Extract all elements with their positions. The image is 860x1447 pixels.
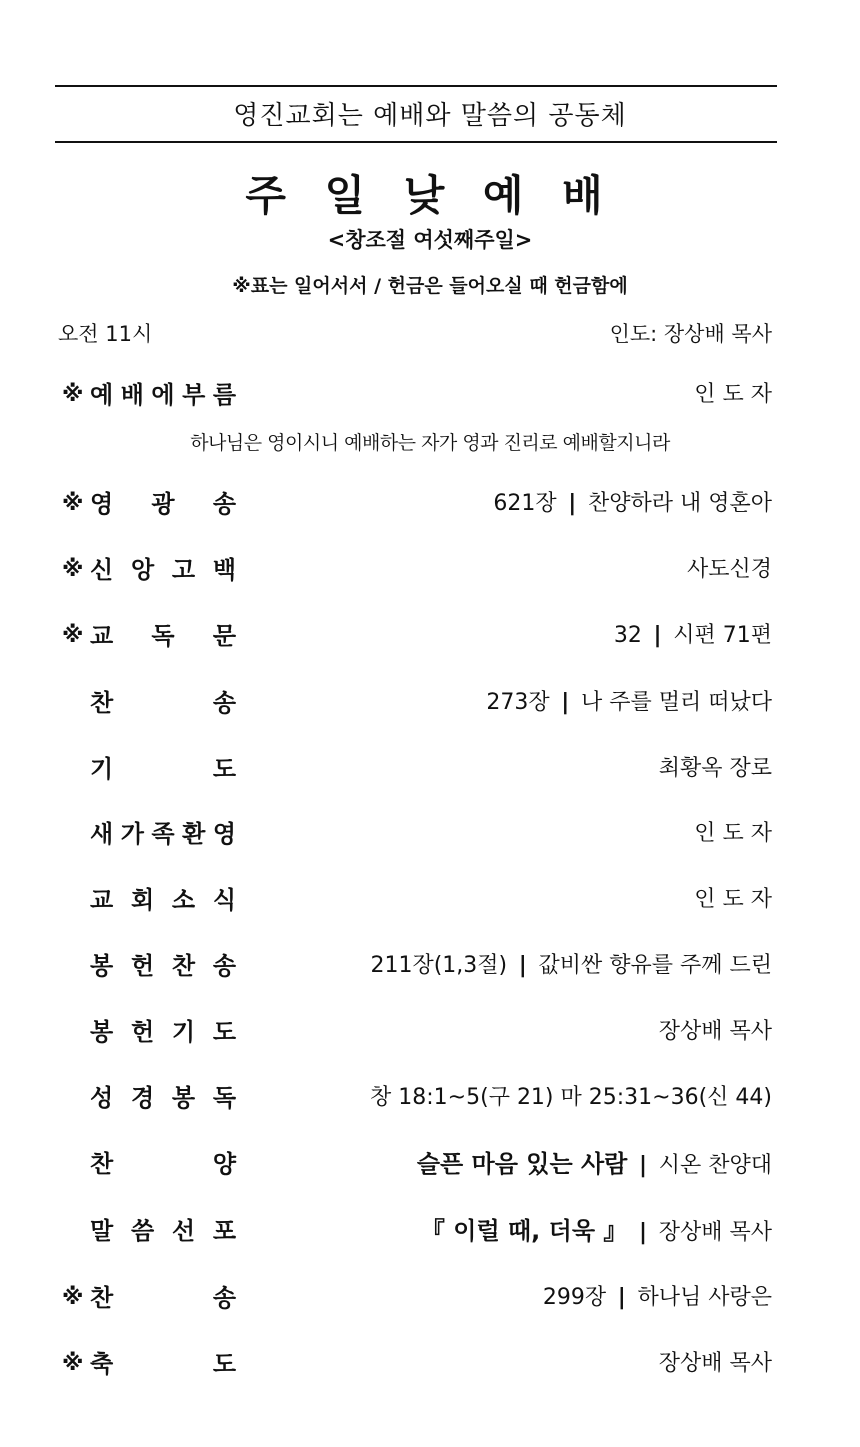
value-secondary: 값비싼 향유를 주께 드린 bbox=[538, 953, 772, 978]
order-item bbox=[0, 378, 860, 412]
order-item-value bbox=[493, 487, 772, 521]
order-item-label: 예 배 에 부 름 bbox=[90, 381, 236, 409]
value-primary: 621장 bbox=[493, 491, 557, 516]
standing-mark: ※ bbox=[62, 382, 84, 407]
order-item bbox=[0, 1147, 860, 1181]
service-subtitle: <창조절 여섯째주일> bbox=[327, 228, 533, 252]
value-primary: 273장 bbox=[486, 690, 550, 715]
value-separator: | bbox=[631, 1220, 655, 1245]
order-item-value: 인 도 자 bbox=[694, 887, 772, 912]
order-item-value bbox=[421, 1214, 772, 1250]
order-item-value: 장상배 목사 bbox=[658, 1019, 772, 1044]
order-item bbox=[0, 553, 860, 587]
order-item-value: 장상배 목사 bbox=[658, 1351, 772, 1376]
service-leader: 인도: 장상배 목사 bbox=[609, 322, 772, 346]
value-secondary: 나 주를 멀리 떠났다 bbox=[581, 690, 772, 715]
order-item-label: 기 도 bbox=[90, 755, 236, 783]
value-separator: | bbox=[610, 1285, 634, 1310]
order-item-label: 찬 양 bbox=[90, 1150, 236, 1178]
value-separator: | bbox=[645, 623, 670, 648]
church-motto: 영진교회는 예배와 말씀의 공동체 bbox=[233, 101, 627, 131]
order-item bbox=[0, 949, 860, 983]
order-item-value bbox=[370, 949, 772, 983]
order-item bbox=[0, 487, 860, 521]
value-secondary: 하나님 사랑은 bbox=[637, 1285, 772, 1310]
order-item-label: 봉 헌 찬 송 bbox=[90, 952, 236, 980]
order-item-label: 봉 헌 기 도 bbox=[90, 1018, 236, 1046]
value-secondary: 시편 71편 bbox=[673, 623, 772, 648]
order-item-label: 찬 송 bbox=[90, 1284, 236, 1312]
order-item-value bbox=[614, 619, 772, 653]
order-item-label: 영 광 송 bbox=[90, 490, 236, 518]
order-item-label: 성 경 봉 독 bbox=[90, 1084, 236, 1112]
value-primary: 211장(1,3절) bbox=[370, 953, 508, 978]
order-item-label: 찬 송 bbox=[90, 689, 236, 717]
standing-mark: ※ bbox=[62, 491, 84, 516]
standing-notice: ※표는 일어서서 / 헌금은 들어오실 때 헌금함에 bbox=[232, 275, 628, 297]
value-secondary: 시온 찬양대 bbox=[658, 1153, 772, 1178]
order-item-label: 신 앙 고 백 bbox=[90, 556, 236, 584]
order-item-value: 최황옥 장로 bbox=[658, 756, 772, 781]
order-item-label: 교 독 문 bbox=[90, 622, 236, 650]
order-item-value: 인 도 자 bbox=[694, 382, 772, 407]
order-item-value: 사도신경 bbox=[686, 557, 772, 582]
order-item bbox=[0, 686, 860, 720]
value-separator: | bbox=[560, 491, 584, 516]
value-primary: 299장 bbox=[542, 1285, 607, 1310]
order-item-label: 새 가 족 환 영 bbox=[90, 820, 236, 848]
service-time: 오전 11시 bbox=[58, 322, 153, 346]
value-primary: 32 bbox=[613, 623, 642, 648]
order-item bbox=[0, 883, 860, 917]
value-separator: | bbox=[553, 690, 577, 715]
value-separator: | bbox=[631, 1153, 655, 1178]
order-item-label: 말 씀 선 포 bbox=[90, 1217, 236, 1245]
order-item-value: 인 도 자 bbox=[694, 821, 772, 846]
order-item bbox=[0, 1015, 860, 1049]
value-title: 슬픈 마음 있는 사람 bbox=[416, 1150, 628, 1178]
call-verse: 하나님은 영이시니 예배하는 자가 영과 진리로 예배할지니라 bbox=[190, 432, 670, 454]
order-item bbox=[0, 817, 860, 851]
service-title: 주 일 낮 예 배 bbox=[245, 171, 615, 220]
standing-mark: ※ bbox=[62, 623, 84, 648]
standing-mark: ※ bbox=[62, 1285, 84, 1310]
motto-rule bbox=[55, 141, 777, 143]
value-separator: | bbox=[511, 953, 535, 978]
order-item-value: 창 18:1~5(구 21) 마 25:31~36(신 44) bbox=[370, 1085, 772, 1110]
value-secondary: 장상배 목사 bbox=[658, 1220, 772, 1245]
value-title: 『 이럴 때, 더욱 』 bbox=[420, 1217, 628, 1245]
order-item-value bbox=[417, 1147, 772, 1183]
order-item bbox=[0, 752, 860, 786]
order-item-label: 교 회 소 식 bbox=[90, 886, 236, 914]
order-item bbox=[0, 1281, 860, 1315]
order-item-value bbox=[486, 686, 772, 720]
order-item bbox=[0, 1347, 860, 1381]
value-secondary: 찬양하라 내 영혼아 bbox=[587, 491, 772, 516]
order-item-value bbox=[543, 1281, 772, 1315]
standing-mark: ※ bbox=[62, 557, 84, 582]
order-item-label: 축 도 bbox=[90, 1350, 236, 1378]
order-item bbox=[0, 619, 860, 653]
top-rule bbox=[55, 85, 777, 87]
order-item bbox=[0, 1214, 860, 1248]
standing-mark: ※ bbox=[62, 1351, 84, 1376]
order-item bbox=[0, 1081, 860, 1115]
